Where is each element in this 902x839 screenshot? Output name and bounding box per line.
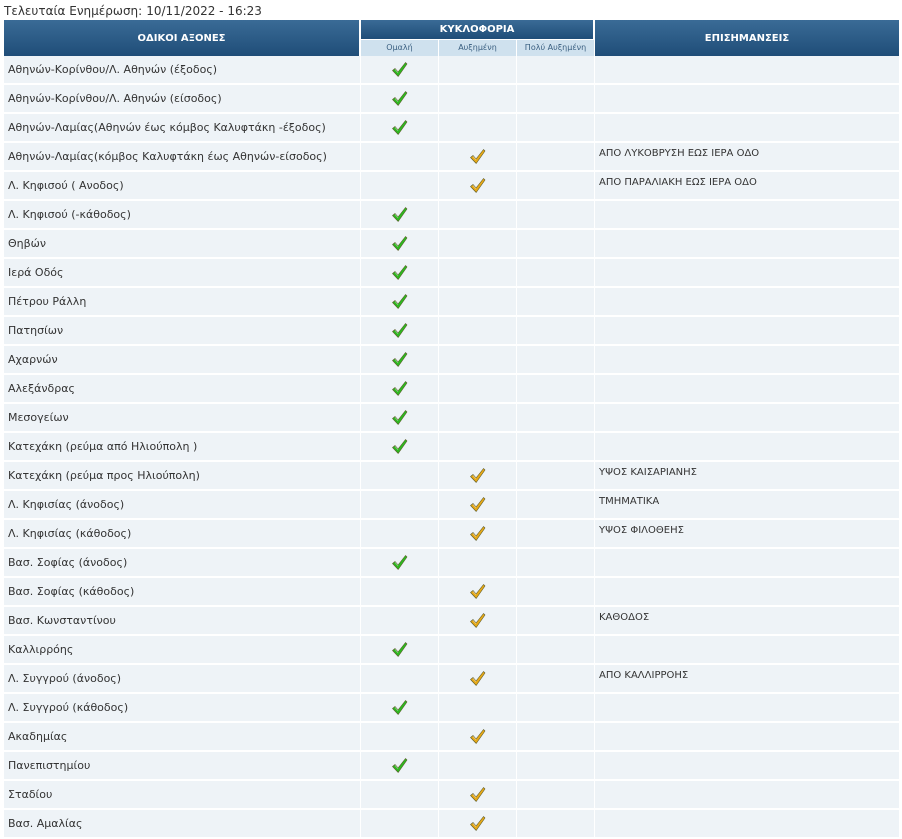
road-note <box>595 317 899 346</box>
road-name: Μεσογείων <box>4 404 361 433</box>
orange-check-icon <box>469 670 486 687</box>
table-row <box>4 404 899 433</box>
traffic-level-cell <box>517 230 595 259</box>
traffic-level-cell <box>439 85 517 114</box>
table-row <box>4 723 899 752</box>
traffic-level-cell <box>517 752 595 781</box>
traffic-level-cell <box>517 288 595 317</box>
traffic-level-cell <box>517 636 595 665</box>
road-note <box>595 636 899 665</box>
orange-check-icon <box>469 612 486 629</box>
orange-check-icon <box>469 467 486 484</box>
traffic-level-cell <box>361 230 439 259</box>
orange-check-icon <box>469 525 486 542</box>
last-update-label: Τελευταία Ενημέρωση: <box>4 4 143 18</box>
traffic-level-cell <box>517 694 595 723</box>
road-note: ΤΜΗΜΑΤΙΚΑ <box>595 491 899 520</box>
road-name: Βασ. Κωνσταντίνου <box>4 607 361 636</box>
traffic-level-cell <box>439 346 517 375</box>
table-row <box>4 201 899 230</box>
table-row <box>4 665 899 694</box>
traffic-level-cell <box>517 201 595 230</box>
traffic-level-cell <box>517 810 595 839</box>
column-header-level-heavy: Πολύ Αυξημένη <box>517 39 595 57</box>
column-header-notes: ΕΠΙΣΗΜΑΝΣΕΙΣ <box>595 20 899 56</box>
green-check-icon <box>391 409 408 426</box>
table-row <box>4 752 899 781</box>
road-name: Λ. Συγγρού (άνοδος) <box>4 665 361 694</box>
traffic-level-cell <box>517 259 595 288</box>
orange-check-icon <box>469 786 486 803</box>
road-note <box>595 694 899 723</box>
road-name: Λ. Κηφισού (-κάθοδος) <box>4 201 361 230</box>
road-name: Πέτρου Ράλλη <box>4 288 361 317</box>
traffic-level-cell <box>517 549 595 578</box>
traffic-level-cell <box>439 578 517 607</box>
table-row <box>4 172 899 201</box>
traffic-level-cell <box>361 404 439 433</box>
column-header-roads: ΟΔΙΚΟΙ ΑΞΟΝΕΣ <box>4 20 361 56</box>
green-check-icon <box>391 235 408 252</box>
traffic-level-cell <box>361 781 439 810</box>
traffic-level-cell <box>439 433 517 462</box>
table-row <box>4 810 899 839</box>
traffic-level-cell <box>439 404 517 433</box>
green-check-icon <box>391 438 408 455</box>
traffic-level-cell <box>439 810 517 839</box>
road-note: ΑΠΟ ΠΑΡΑΛΙΑΚΗ ΕΩΣ ΙΕΡΑ ΟΔΟ <box>595 172 899 201</box>
table-row <box>4 694 899 723</box>
traffic-level-cell <box>361 288 439 317</box>
traffic-level-cell <box>361 810 439 839</box>
green-check-icon <box>391 119 408 136</box>
traffic-level-cell <box>517 56 595 85</box>
traffic-level-cell <box>439 317 517 346</box>
traffic-level-cell <box>361 578 439 607</box>
traffic-level-cell <box>517 607 595 636</box>
traffic-level-cell <box>361 56 439 85</box>
table-row <box>4 114 899 143</box>
road-note <box>595 549 899 578</box>
green-check-icon <box>391 293 408 310</box>
road-name: Αχαρνών <box>4 346 361 375</box>
road-note <box>595 375 899 404</box>
green-check-icon <box>391 322 408 339</box>
road-name: Λ. Κηφισίας (κάθοδος) <box>4 520 361 549</box>
traffic-level-cell <box>517 346 595 375</box>
traffic-level-cell <box>361 549 439 578</box>
traffic-level-cell <box>439 172 517 201</box>
last-update-bar <box>0 0 902 20</box>
table-body <box>4 56 899 839</box>
green-check-icon <box>391 641 408 658</box>
traffic-level-cell <box>517 520 595 549</box>
traffic-table <box>4 20 899 839</box>
table-row <box>4 781 899 810</box>
table-row <box>4 85 899 114</box>
traffic-level-cell <box>439 665 517 694</box>
traffic-level-cell <box>517 462 595 491</box>
table-row <box>4 346 899 375</box>
road-note <box>595 723 899 752</box>
traffic-level-cell <box>361 143 439 172</box>
road-note <box>595 114 899 143</box>
traffic-level-cell <box>361 723 439 752</box>
traffic-level-cell <box>361 259 439 288</box>
road-note <box>595 85 899 114</box>
road-name: Βασ. Σοφίας (άνοδος) <box>4 549 361 578</box>
green-check-icon <box>391 61 408 78</box>
road-name: Κατεχάκη (ρεύμα από Ηλιούπολη ) <box>4 433 361 462</box>
traffic-level-cell <box>517 172 595 201</box>
traffic-level-cell <box>439 462 517 491</box>
table-row <box>4 433 899 462</box>
traffic-level-cell <box>361 375 439 404</box>
road-note <box>595 578 899 607</box>
traffic-level-cell <box>439 230 517 259</box>
road-name: Βασ. Αμαλίας <box>4 810 361 839</box>
road-note <box>595 230 899 259</box>
road-name: Αλεξάνδρας <box>4 375 361 404</box>
road-name: Πατησίων <box>4 317 361 346</box>
road-note <box>595 810 899 839</box>
orange-check-icon <box>469 583 486 600</box>
orange-check-icon <box>469 177 486 194</box>
traffic-level-cell <box>361 346 439 375</box>
traffic-level-cell <box>439 56 517 85</box>
road-note: ΚΑΘΟΔΟΣ <box>595 607 899 636</box>
traffic-level-cell <box>517 317 595 346</box>
road-name: Αθηνών-Κορίνθου/Λ. Αθηνών (έξοδος) <box>4 56 361 85</box>
column-header-level-increased: Αυξημένη <box>439 39 517 57</box>
road-name: Θηβών <box>4 230 361 259</box>
traffic-level-cell <box>517 433 595 462</box>
traffic-level-cell <box>439 288 517 317</box>
table-row <box>4 317 899 346</box>
traffic-level-cell <box>439 491 517 520</box>
table-row <box>4 259 899 288</box>
road-name: Ακαδημίας <box>4 723 361 752</box>
road-name: Βασ. Σοφίας (κάθοδος) <box>4 578 361 607</box>
road-name: Αθηνών-Λαμίας(κόμβος Καλυφτάκη έως Αθηνών-είσοδος) <box>4 143 361 172</box>
table-row <box>4 520 899 549</box>
road-note <box>595 404 899 433</box>
traffic-level-cell <box>361 85 439 114</box>
road-note <box>595 259 899 288</box>
traffic-level-cell <box>517 85 595 114</box>
table-row <box>4 143 899 172</box>
table-row <box>4 375 899 404</box>
road-name: Καλλιρρόης <box>4 636 361 665</box>
road-note <box>595 781 899 810</box>
green-check-icon <box>391 699 408 716</box>
table-row <box>4 491 899 520</box>
road-name: Αθηνών-Λαμίας(Αθηνών έως κόμβος Καλυφτάκη -έξοδος) <box>4 114 361 143</box>
table-row <box>4 636 899 665</box>
road-note <box>595 201 899 230</box>
traffic-level-cell <box>439 694 517 723</box>
road-note <box>595 433 899 462</box>
road-note <box>595 346 899 375</box>
road-name: Ιερά Οδός <box>4 259 361 288</box>
green-check-icon <box>391 554 408 571</box>
traffic-level-cell <box>361 462 439 491</box>
traffic-level-cell <box>517 491 595 520</box>
table-row <box>4 462 899 491</box>
road-name: Αθηνών-Κορίνθου/Λ. Αθηνών (είσοδος) <box>4 85 361 114</box>
road-note <box>595 56 899 85</box>
road-note: ΥΨΟΣ ΚΑΙΣΑΡΙΑΝΗΣ <box>595 462 899 491</box>
traffic-level-cell <box>517 723 595 752</box>
traffic-level-cell <box>439 259 517 288</box>
traffic-level-cell <box>439 520 517 549</box>
traffic-level-cell <box>517 404 595 433</box>
green-check-icon <box>391 264 408 281</box>
road-name: Λ. Κηφισού ( Ανοδος) <box>4 172 361 201</box>
road-name: Πανεπιστημίου <box>4 752 361 781</box>
column-header-traffic: ΚΥΚΛΟΦΟΡΙΑ <box>361 20 595 39</box>
table-row <box>4 578 899 607</box>
road-name: Λ. Κηφισίας (άνοδος) <box>4 491 361 520</box>
traffic-level-cell <box>517 114 595 143</box>
orange-check-icon <box>469 815 486 832</box>
road-name: Σταδίου <box>4 781 361 810</box>
green-check-icon <box>391 380 408 397</box>
column-header-level-normal: Ομαλή <box>361 39 439 57</box>
traffic-level-cell <box>439 114 517 143</box>
traffic-level-cell <box>361 491 439 520</box>
road-note: ΑΠΟ ΚΑΛΛΙΡΡΟΗΣ <box>595 665 899 694</box>
traffic-level-cell <box>361 694 439 723</box>
traffic-level-cell <box>361 433 439 462</box>
traffic-level-cell <box>439 375 517 404</box>
traffic-level-cell <box>361 317 439 346</box>
traffic-level-cell <box>439 201 517 230</box>
table-row <box>4 607 899 636</box>
traffic-level-cell <box>361 607 439 636</box>
traffic-level-cell <box>439 549 517 578</box>
table-row <box>4 230 899 259</box>
traffic-level-cell <box>517 665 595 694</box>
road-note <box>595 288 899 317</box>
green-check-icon <box>391 757 408 774</box>
last-update-value: 10/11/2022 - 16:23 <box>146 4 262 18</box>
traffic-level-cell <box>517 578 595 607</box>
traffic-level-cell <box>439 781 517 810</box>
table-row <box>4 288 899 317</box>
traffic-level-cell <box>517 781 595 810</box>
green-check-icon <box>391 90 408 107</box>
road-name: Λ. Συγγρού (κάθοδος) <box>4 694 361 723</box>
traffic-level-cell <box>361 520 439 549</box>
traffic-level-cell <box>361 665 439 694</box>
traffic-level-cell <box>361 172 439 201</box>
traffic-level-cell <box>517 375 595 404</box>
road-name: Κατεχάκη (ρεύμα προς Ηλιούπολη) <box>4 462 361 491</box>
traffic-level-cell <box>361 201 439 230</box>
traffic-level-cell <box>439 752 517 781</box>
traffic-level-cell <box>361 114 439 143</box>
road-note: ΑΠΟ ΛΥΚΟΒΡΥΣΗ ΕΩΣ ΙΕΡΑ ΟΔΟ <box>595 143 899 172</box>
orange-check-icon <box>469 148 486 165</box>
traffic-level-cell <box>517 143 595 172</box>
traffic-level-cell <box>361 752 439 781</box>
traffic-level-cell <box>439 607 517 636</box>
road-note: ΥΨΟΣ ΦΙΛΟΘΕΗΣ <box>595 520 899 549</box>
orange-check-icon <box>469 496 486 513</box>
traffic-level-cell <box>361 636 439 665</box>
table-row <box>4 549 899 578</box>
table-row <box>4 56 899 85</box>
traffic-level-cell <box>439 143 517 172</box>
traffic-level-cell <box>439 636 517 665</box>
green-check-icon <box>391 206 408 223</box>
traffic-level-cell <box>439 723 517 752</box>
green-check-icon <box>391 351 408 368</box>
road-note <box>595 752 899 781</box>
orange-check-icon <box>469 728 486 745</box>
